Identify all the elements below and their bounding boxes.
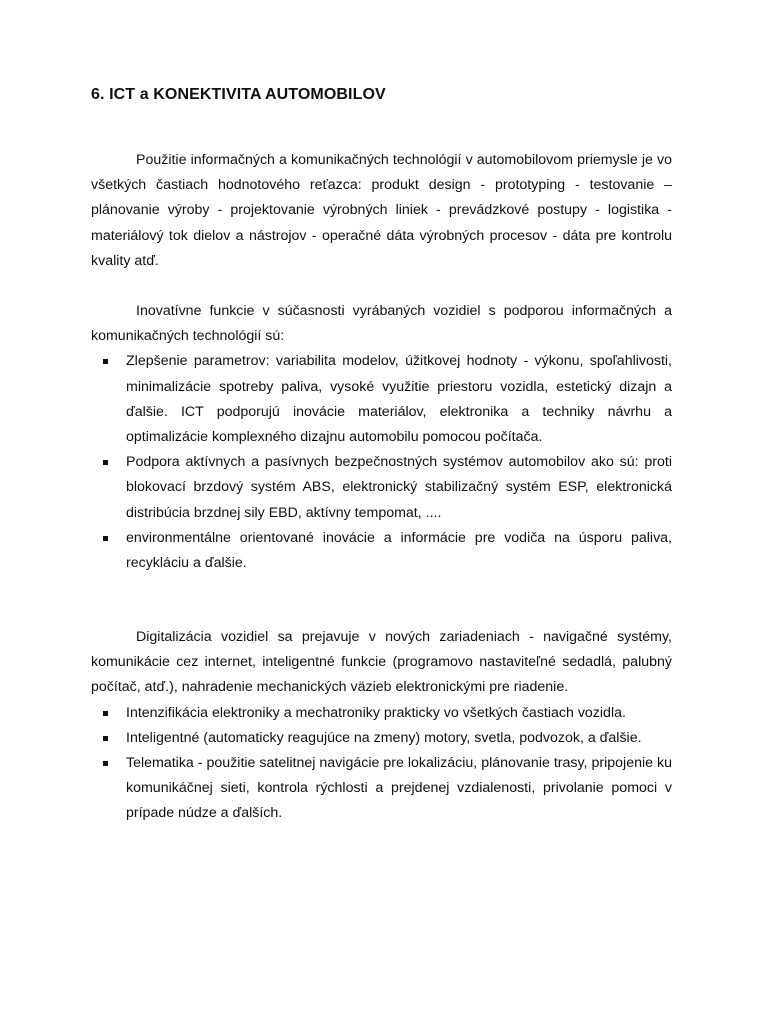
bullet-square-icon	[103, 359, 108, 364]
paragraph-digitalization: Digitalizácia vozidiel sa prejavuje v nových zariadeniach - navigačné systémy, komunikácie cez internet, inteligentné funkcie (programovo nastaviteľné sedadlá, palubný počítač, atď.), nahradenie mechanických väzieb elektronickými pre riadenie.	[91, 629, 672, 696]
list-item-text: Zlepšenie parametrov: variabilita modelov, úžitkovej hodnoty - výkonu, spoľahlivosti, minimalizácie spotreby paliva, vysoké využitie priestoru vozidla, estetický dizajn a ďalšie. ICT podporujú inovácie materiálov, elektronika a techniky návrhu a optimalizácie komplexného dizajnu automobilu pomocou počítača.	[126, 353, 672, 446]
list-item-text: Telematika - použitie satelitnej navigácie pre lokalizáciu, plánovanie trasy, pripojenie ku komunikáčnej sieti, kontrola rýchlosti a prejdenej vzdialenosti, privolanie pomoci v prípade núdze a ďalších.	[126, 755, 672, 822]
bullet-square-icon	[103, 536, 108, 541]
digitalization-list	[91, 701, 672, 827]
list-item	[91, 726, 672, 751]
list-item-text: Inteligentné (automaticky reagujúce na zmeny) motory, svetla, podvozok, a ďalšie.	[126, 729, 642, 746]
bullet-square-icon	[103, 761, 108, 766]
list-item-text: Podpora aktívnych a pasívnych bezpečnostných systémov automobilov ako sú: proti blokovací brzdový systém ABS, elektronický stabilizačný systém ESP, elektronická distribúcia brzdnej sily EBD, aktívny tempomat, ....	[126, 454, 672, 521]
list-item	[91, 701, 672, 726]
list-item-text: Intenzifikácia elektroniky a mechatroniky prakticky vo všetkých častiach vozidla.	[126, 704, 626, 721]
innovative-functions-block	[91, 299, 672, 576]
paragraph-innovative-functions: Inovatívne funkcie v súčasnosti vyrábaných vozidiel s podporou informačných a komunikačných technológií sú:	[91, 303, 672, 345]
bullet-square-icon	[103, 711, 108, 716]
bullet-square-icon	[103, 460, 108, 465]
list-item	[91, 450, 672, 526]
section-title: 6. ICT a KONEKTIVITA AUTOMOBILOV	[91, 86, 386, 103]
bullet-square-icon	[103, 736, 108, 741]
list-item	[91, 526, 672, 576]
list-item	[91, 751, 672, 827]
list-item	[91, 349, 672, 450]
list-item-text: environmentálne orientované inovácie a informácie pre vodiča na úsporu paliva, recykláciu a ďalšie.	[126, 529, 672, 572]
innovative-functions-list	[91, 349, 672, 576]
intro-block	[91, 148, 672, 274]
digitalization-block	[91, 625, 672, 827]
paragraph-ict-usage: Použitie informačných a komunikačných technológií v automobilovom priemysle je vo všetkých častiach hodnotového reťazca: produkt design - prototyping - testovanie – plánovanie výroby - projektovanie výrobných liniek - prevádzkové postupy - logistika - materiálový tok dielov a nástrojov - operačné dáta výrobných procesov - dáta pre kontrolu kvality atď.	[91, 152, 672, 269]
